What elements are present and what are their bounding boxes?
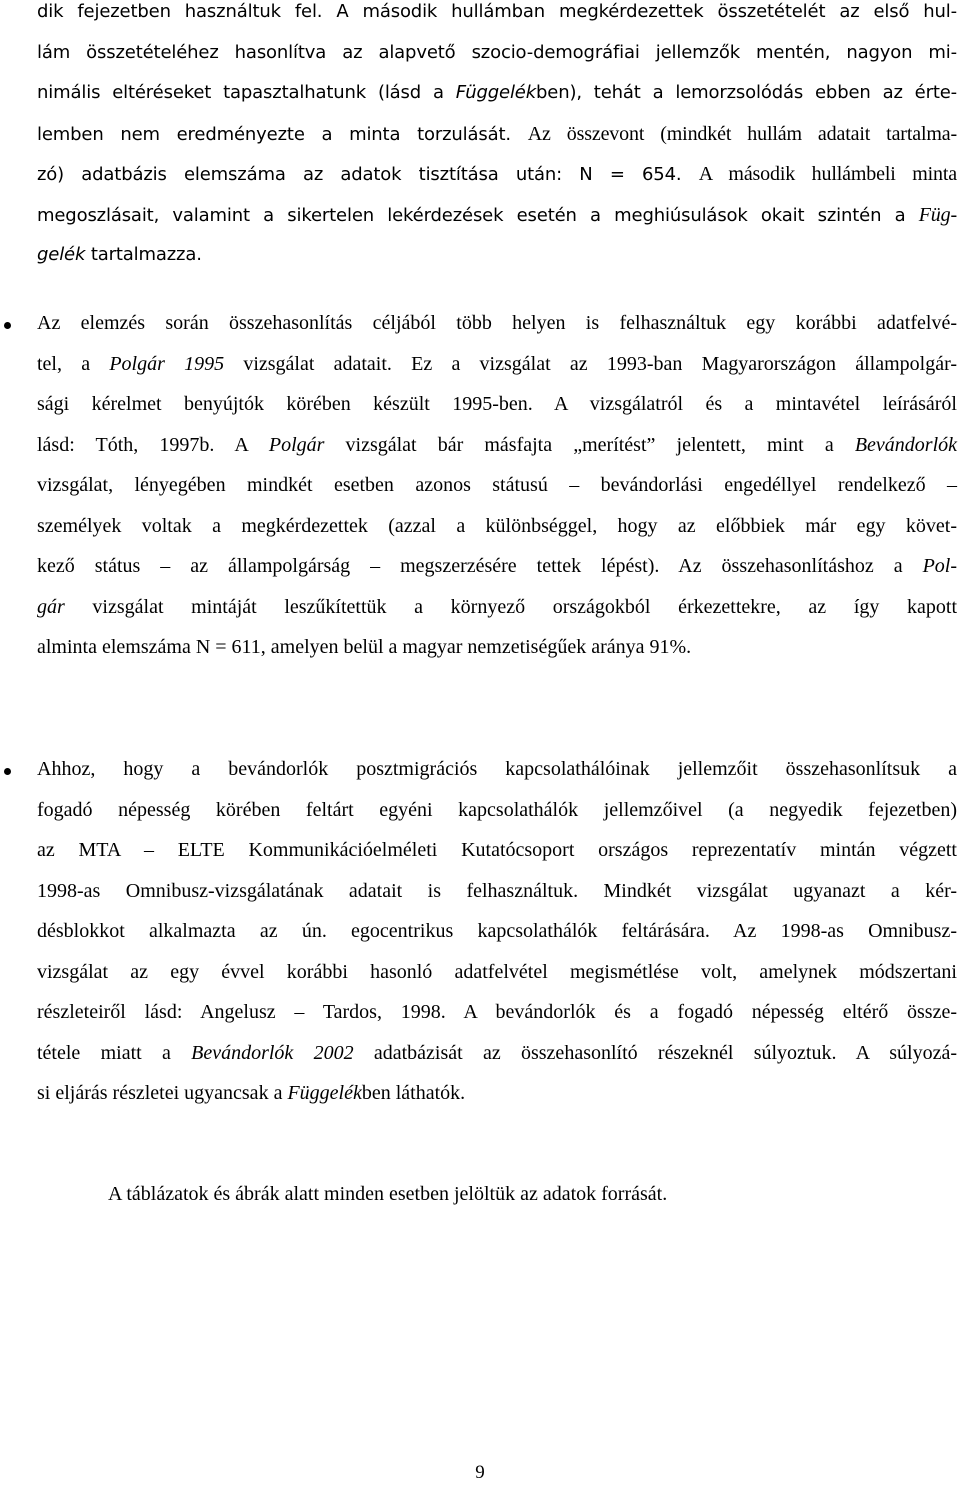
text-segment: az MTA – ELTE Kommunikációelméleti Kutatócsoport országos reprezentatív mintán végzett <box>37 839 957 861</box>
text-segment: A második hullámbeli minta <box>698 163 957 185</box>
text-line <box>37 790 957 831</box>
text-line <box>37 952 957 993</box>
text-line <box>37 114 957 155</box>
italic-text: Pol- <box>922 555 957 577</box>
text-segment: Az összevont (mindkét hullám adatait tartalma- <box>527 122 958 145</box>
text-line <box>37 546 957 587</box>
text-segment: lemben nem eredményezte a minta torzulását. <box>37 123 528 145</box>
page-number: 9 <box>475 1462 485 1483</box>
text-line <box>37 303 957 344</box>
text-line <box>37 587 957 628</box>
text-segment: lám összetételéhez hasonlítva az alapvető szocio-demográfiai jellemzők mentén, nagyon mi- <box>37 41 957 63</box>
text-segment: ben láthatók. <box>361 1082 466 1104</box>
text-segment: fogadó népesség körében feltárt egyéni kapcsolathálók jellemzőivel (a negyedik fejezetben) <box>37 798 957 821</box>
text-segment: désblokkot alkalmazta az ún. egocentrikus kapcsolathálók feltárására. Az 1998-as Omnibusz- <box>37 920 957 942</box>
text-line <box>37 830 957 871</box>
text-line <box>37 1033 957 1074</box>
italic-text: Bevándorlók 2002 <box>191 1041 354 1064</box>
text-segment: kező státus – az állampolgárság – megszerzésére tettek lépést). Az összehasonlításhoz a <box>37 555 923 577</box>
italic-text: gelék <box>37 244 86 265</box>
text-segment: megoszlásait, valamint a sikertelen lekérdezések esetén a meghiúsulások okait szintén a <box>37 204 919 226</box>
text-line <box>37 465 957 506</box>
paragraph-omnibusz-survey <box>37 749 957 1114</box>
text-line <box>37 911 957 952</box>
text-segment: sági kérelmet benyújtók körében készült 1995-ben. A vizsgálatról és a mintavétel leírásáról <box>37 393 957 415</box>
text-line <box>37 344 957 385</box>
italic-text: gár <box>37 595 65 618</box>
text-segment: tel, a <box>37 352 110 375</box>
text-line <box>37 33 957 74</box>
text-line <box>37 235 957 276</box>
text-segment: adatbázisát az összehasonlító részeknél súlyoztuk. A súlyozá- <box>353 1041 958 1064</box>
paragraph-polgar-survey <box>37 303 957 668</box>
text-segment: alminta elemszáma N = 611, amelyen belül a magyar nemzetiségűek aránya 91%. <box>37 636 692 658</box>
source-note: A táblázatok és ábrák alatt minden esetben jelöltük az adatok forrását. <box>108 1183 668 1205</box>
paragraph-sample-description <box>37 0 957 276</box>
text-segment: vizsgálat bár másfajta „merítést” jelentett, mint a <box>324 433 855 456</box>
text-segment: vizsgálat mintáját leszűkítettük a környező országokból érkezettekre, az így kapott <box>64 595 957 618</box>
text-line <box>37 425 957 466</box>
text-segment: Az elemzés során összehasonlítás céljából több helyen is felhasználtuk egy korábbi adatfelvé- <box>37 312 957 334</box>
italic-text: Füg- <box>918 203 957 226</box>
text-segment: Ahhoz, hogy a bevándorlók posztmigrációs kapcsolathálóinak jellemzőit összehasonlítsuk a <box>37 758 957 780</box>
text-line <box>37 195 957 236</box>
italic-text: Polgár <box>268 433 325 456</box>
bullet-point-icon <box>4 322 11 329</box>
text-line <box>37 154 957 195</box>
italic-text: Bevándorlók <box>854 433 957 456</box>
text-line <box>37 506 957 547</box>
text-segment: 1998-as Omnibusz-vizsgálatának adatait is felhasználtuk. Mindkét vizsgálat ugyanazt a kér- <box>37 879 957 902</box>
text-line <box>37 0 957 33</box>
text-line <box>37 992 957 1033</box>
text-segment: tétele miatt a <box>37 1041 192 1064</box>
text-line <box>37 384 957 425</box>
bullet-point-icon <box>4 768 11 775</box>
italic-text: Polgár 1995 <box>109 352 225 375</box>
text-segment: vizsgálat adatait. Ez a vizsgálat az 1993-ban Magyarországon állampolgár- <box>224 352 957 375</box>
text-segment: ben), tehát a lemorzsolódás ebben az érte- <box>536 82 957 103</box>
text-line <box>37 1073 957 1114</box>
text-line <box>37 749 957 790</box>
text-segment: si eljárás részletei ugyancsak a <box>37 1082 288 1104</box>
text-segment: személyek voltak a megkérdezettek (azzal a különbséggel, hogy az előbbiek már egy követ- <box>37 514 957 537</box>
text-segment: nimális eltéréseket tapasztalhatunk (lásd a <box>37 82 456 103</box>
text-segment: részleteiről lásd: Angelusz – Tardos, 1998. A bevándorlók és a fogadó népesség eltérő össze- <box>37 1001 957 1023</box>
text-segment: lásd: Tóth, 1997b. A <box>37 433 269 456</box>
italic-text: Függelék <box>455 82 536 103</box>
text-segment: vizsgálat az egy évvel korábbi hasonló adatfelvétel megismétlése volt, amelynek módszertani <box>37 960 957 983</box>
text-segment: tartalmazza. <box>85 244 202 265</box>
text-line <box>37 73 957 114</box>
text-segment: dik fejezetben használtuk fel. A második hullámban megkérdezettek összetételét az első hul- <box>37 1 957 22</box>
text-segment: vizsgálat, lényegében mindkét esetben azonos státusú – bevándorlási engedéllyel rendelkező – <box>37 474 957 496</box>
text-line <box>37 627 957 668</box>
text-segment: zó) adatbázis elemszáma az adatok tisztítása után: N = 654. <box>37 164 699 185</box>
italic-text: Függelék <box>287 1082 362 1104</box>
text-line <box>37 871 957 912</box>
